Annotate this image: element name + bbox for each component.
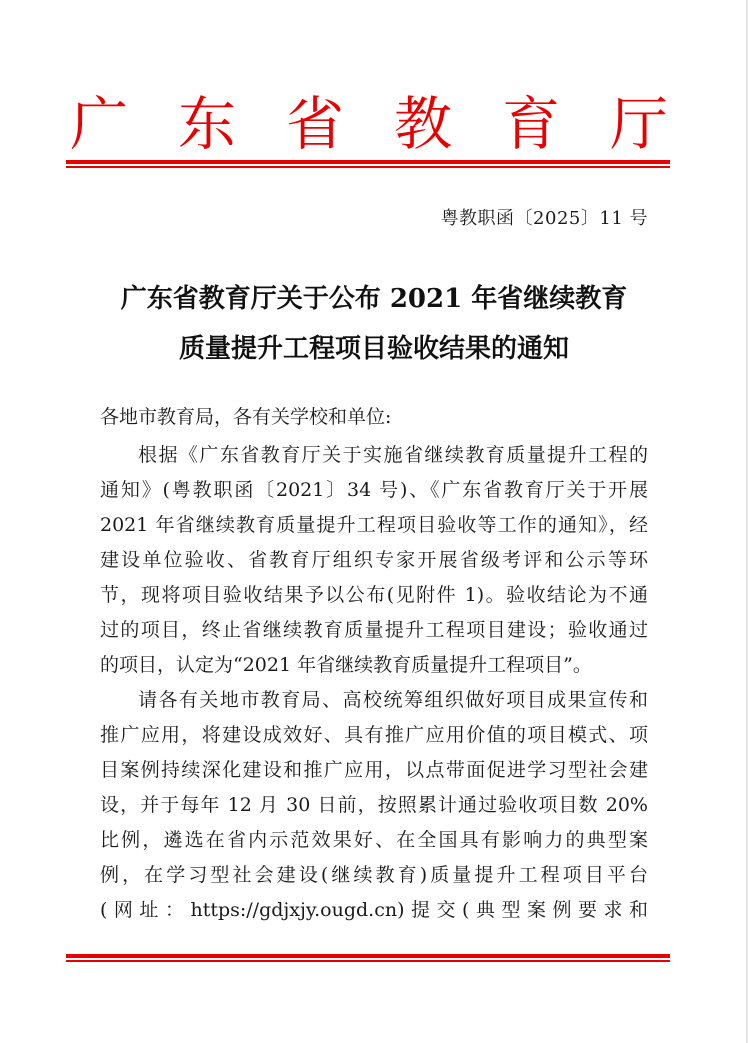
- header-char: 厅: [609, 90, 668, 158]
- header-char: 省: [285, 90, 344, 158]
- footer-divider-thick: [66, 954, 670, 958]
- document-title-line-2: 质量提升工程项目验收结果的通知: [178, 334, 569, 364]
- paragraph-line: 例，在学习型社会建设(继续教育)质量提升工程项目平台: [100, 864, 648, 886]
- header-divider-thin: [66, 166, 670, 168]
- paragraph-line: 目案例持续深化建设和推广应用，以点带面促进学习型社会建: [100, 759, 648, 781]
- salutation: 各地市教育局，各有关学校和单位:: [100, 406, 392, 428]
- paragraph-line: 请各有关地市教育局、高校统筹组织做好项目成果宣传和: [138, 689, 648, 711]
- footer-divider-thin: [66, 960, 670, 962]
- paragraph-line: 比例，遴选在省内示范效果好、在全国具有影响力的典型案: [100, 829, 648, 851]
- paragraph-line: (网址：https://gdjxjy.ougd.cn)提交(典型案例要求和: [100, 899, 648, 921]
- header-char: 东: [177, 90, 236, 158]
- header-char: 育: [501, 90, 560, 158]
- header-char: 教: [393, 90, 452, 158]
- paragraph-line: 建设单位验收、省教育厅组织专家开展省级考评和公示等环: [100, 549, 648, 571]
- paragraph-line: 节，现将项目验收结果予以公布(见附件 1)。验收结论为不通: [100, 584, 648, 606]
- header-char: 广: [70, 90, 129, 158]
- header-divider-thick: [66, 160, 670, 164]
- paragraph-line: 根据《广东省教育厅关于实施省继续教育质量提升工程的: [138, 444, 648, 466]
- paragraph-line: 2021 年省继续教育质量提升工程项目验收等工作的通知》，经: [100, 514, 648, 536]
- paragraph-line: 的项目，认定为“2021 年省继续教育质量提升工程项目”。: [100, 654, 592, 676]
- issuing-authority-header: [70, 86, 668, 162]
- paragraph-line: 通知》(粤教职函〔2021〕34 号)、《广东省教育厅关于开展: [100, 479, 648, 501]
- document-number: 粤教职函〔2025〕11 号: [440, 208, 648, 229]
- paragraph-line: 设，并于每年 12 月 30 日前，按照累计通过验收项目数 20%: [100, 794, 648, 816]
- document-title-line-1: 广东省教育厅关于公布 2021 年省继续教育: [120, 284, 628, 314]
- paragraph-line: 过的项目，终止省继续教育质量提升工程项目建设；验收通过: [100, 619, 648, 641]
- paragraph-line: 推广应用，将建设成效好、具有推广应用价值的项目模式、项: [100, 724, 648, 746]
